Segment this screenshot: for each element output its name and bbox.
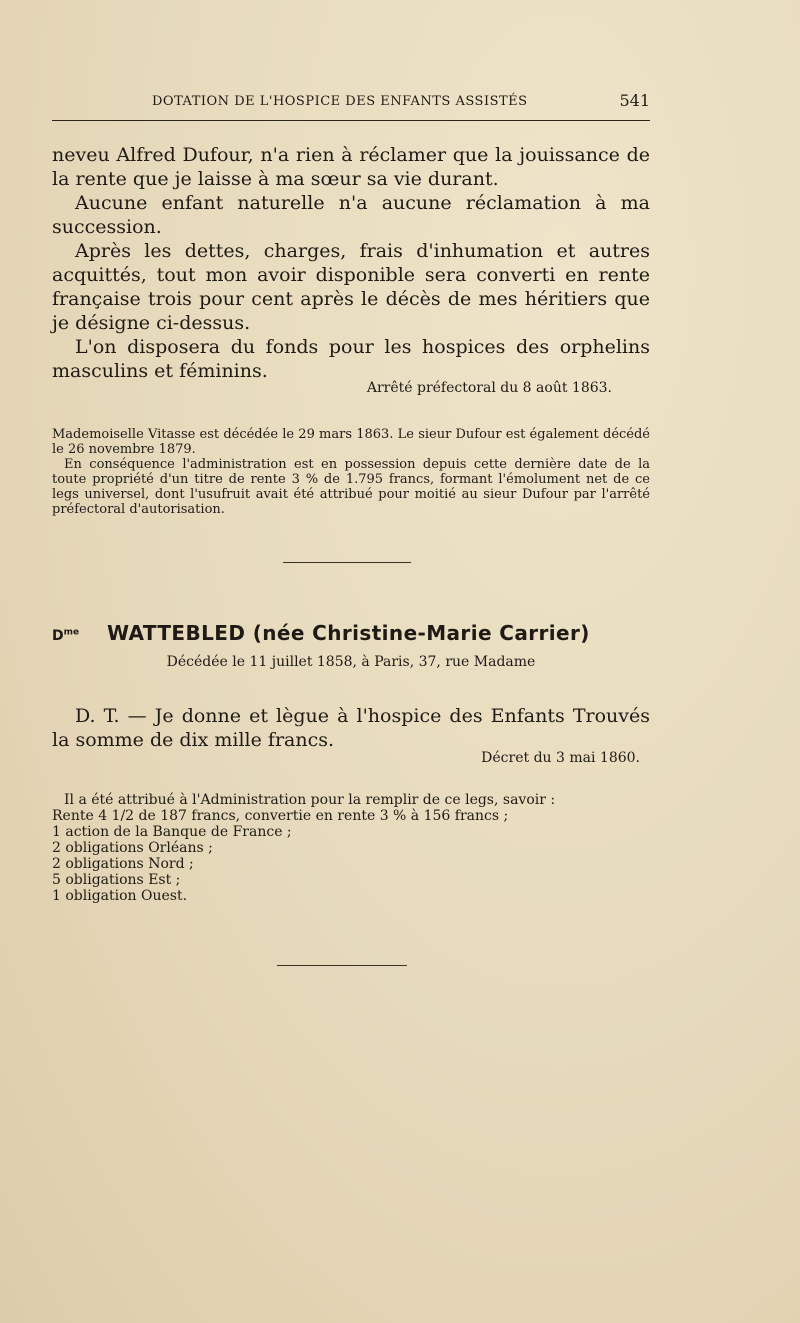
list-item: 2 obligations Nord ; [52, 856, 194, 872]
decree-reference-2: Décret du 3 mai 1860. [481, 750, 640, 766]
heading-name: WATTEBLED (née Christine-Marie Carrier) [107, 621, 590, 645]
note-2-intro: Il a été attribué à l'Administration pour la remplir de ce legs, savoir : [64, 792, 556, 808]
heading-prefix: $D^{me}$ [52, 627, 80, 644]
list-item: 2 obligations Orléans ; [52, 840, 213, 856]
testament-text-1 [52, 143, 650, 383]
testament-paragraph: L'on disposera du fonds pour les hospices des orphelins masculins et féminins. [52, 336, 650, 382]
testament-paragraph: D. T. — Je donne et lègue à l'hospice des Enfants Trouvés la somme de dix mille francs. [52, 705, 650, 751]
decree-reference-1: Arrêté préfectoral du 8 août 1863. [366, 380, 612, 396]
note-paragraph: Mademoiselle Vitasse est décédée le 29 mars 1863. Le sieur Dufour est également décédé le 26 novembre 1879. [52, 427, 650, 457]
testament-text-2 [52, 704, 650, 752]
end-separator [277, 965, 407, 966]
note-paragraph: En conséquence l'administration est en possession depuis cette dernière date de la toute propriété d'un titre de rente 3 % de 1.795 francs, formant l'émolument net de ce legs universel, dont l'usufruit avait été attribué pour moitié au sieur Dufour par l'arrêté préfectoral d'autorisation. [52, 457, 650, 517]
page-number: 541 [619, 91, 650, 110]
section-separator [283, 562, 411, 563]
allocation-list [52, 808, 650, 904]
running-title: DOTATION DE L'HOSPICE DES ENFANTS ASSISTÉS [152, 94, 528, 109]
list-item: 1 action de la Banque de France ; [52, 824, 292, 840]
testament-paragraph: neveu Alfred Dufour, n'a rien à réclamer que la jouissance de la rente que je laisse à ma sœur sa vie durant. [52, 144, 650, 190]
running-header [52, 91, 650, 114]
testament-paragraph: Après les dettes, charges, frais d'inhumation et autres acquittés, tout mon avoir disponible sera converti en rente française trois pour cent après le décès de mes héritiers que je désigne ci-dessus. [52, 240, 650, 334]
testament-paragraph: Aucune enfant naturelle n'a aucune réclamation à ma succession. [52, 192, 650, 238]
section-heading [52, 621, 650, 645]
header-rule [52, 120, 650, 121]
list-item: Rente 4 1/2 de 187 francs, convertie en rente 3 % à 156 francs ; [52, 808, 509, 824]
note-1 [52, 427, 650, 517]
list-item: 5 obligations Est ; [52, 872, 181, 888]
list-item: 1 obligation Ouest. [52, 888, 188, 904]
section-subheading: Décédée le 11 juillet 1858, à Paris, 37, rue Madame [166, 654, 536, 670]
